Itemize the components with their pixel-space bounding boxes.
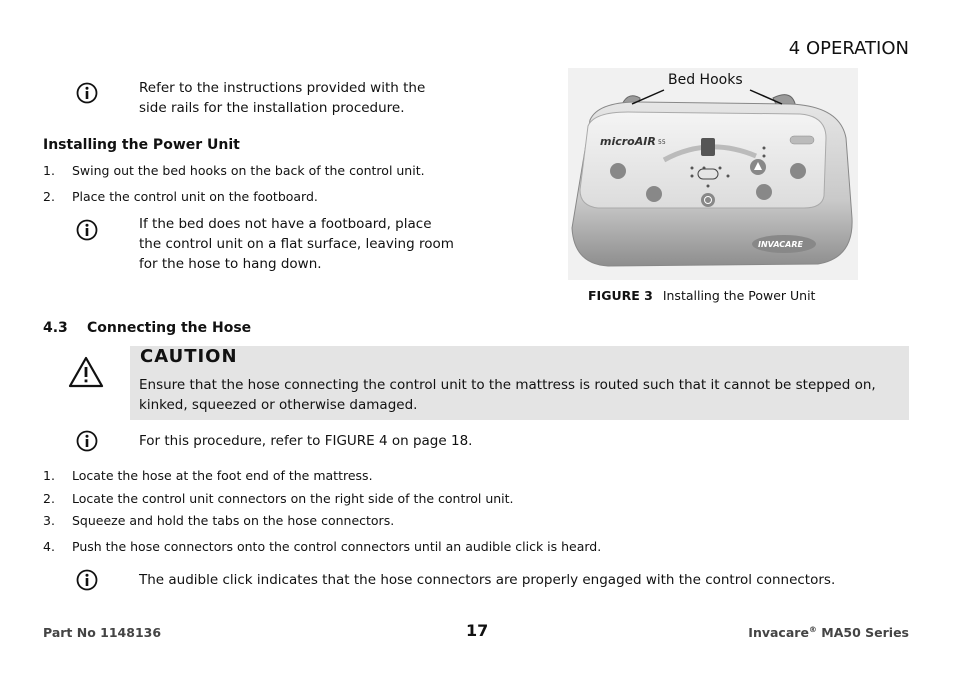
info-icon <box>76 430 98 456</box>
warning-icon <box>68 356 104 392</box>
step-text: Swing out the bed hooks on the back of the control unit. <box>72 163 425 178</box>
install-step-2 <box>43 189 318 205</box>
section-number: 4.3 <box>43 320 68 336</box>
step-text: Place the control unit on the footboard. <box>72 189 318 204</box>
section-title: Connecting the Hose <box>87 320 252 336</box>
figure-caption <box>588 288 815 303</box>
caution-title: CAUTION <box>140 346 238 367</box>
install-heading: Installing the Power Unit <box>43 137 240 153</box>
footer-brand: Invacare <box>748 625 809 641</box>
registered-mark: ® <box>808 625 817 634</box>
footer-series-name: MA50 Series <box>821 625 909 641</box>
hose-step-1 <box>43 468 373 484</box>
hose-step-3 <box>43 513 394 529</box>
caution-box <box>130 346 909 420</box>
section-header: 4 OPERATION <box>788 38 909 59</box>
figure-3 <box>568 68 858 280</box>
step-text: Squeeze and hold the tabs on the hose connectors. <box>72 513 395 528</box>
footer-series <box>748 625 909 640</box>
note-click: The audible click indicates that the hose connectors are properly engaged with the control connectors. <box>139 572 836 588</box>
info-icon <box>76 569 98 595</box>
step-text: Locate the control unit connectors on the right side of the control unit. <box>72 491 514 506</box>
note-procedure: For this procedure, refer to FIGURE 4 on page 18. <box>139 433 473 449</box>
hose-step-4 <box>43 539 601 555</box>
page-number: 17 <box>466 621 489 640</box>
step-number: 3. <box>43 513 55 528</box>
info-icon <box>76 82 98 108</box>
install-step-1 <box>43 163 425 179</box>
svg-text:microAIR: microAIR <box>600 135 656 148</box>
section-43-heading <box>43 320 251 336</box>
figure-caption-text: Installing the Power Unit <box>662 288 816 303</box>
step-number: 2. <box>43 189 55 204</box>
figure-label: FIGURE 3 <box>588 288 653 303</box>
part-number: Part No 1148136 <box>43 625 162 640</box>
hose-step-2 <box>43 491 514 507</box>
note-footboard: If the bed does not have a footboard, place the control unit on a flat surface, leaving room for the hose to hang down. <box>139 216 454 272</box>
info-icon <box>76 219 98 245</box>
step-text: Push the hose connectors onto the control connectors until an audible click is heard. <box>72 539 602 554</box>
svg-text:55: 55 <box>658 139 666 146</box>
bed-hooks-callout: Bed Hooks <box>668 72 743 88</box>
svg-text:INVACARE: INVACARE <box>758 240 803 249</box>
step-number: 4. <box>43 539 55 554</box>
step-number: 1. <box>43 163 55 178</box>
step-number: 1. <box>43 468 55 483</box>
step-number: 2. <box>43 491 55 506</box>
note-rails: Refer to the instructions provided with the side rails for the installation procedure. <box>139 80 426 116</box>
step-text: Locate the hose at the foot end of the mattress. <box>72 468 373 483</box>
caution-text: Ensure that the hose connecting the control unit to the mattress is routed such that it cannot be stepped on, kinked, squeezed or otherwise damaged. <box>139 377 876 413</box>
callout-lines <box>568 68 858 280</box>
